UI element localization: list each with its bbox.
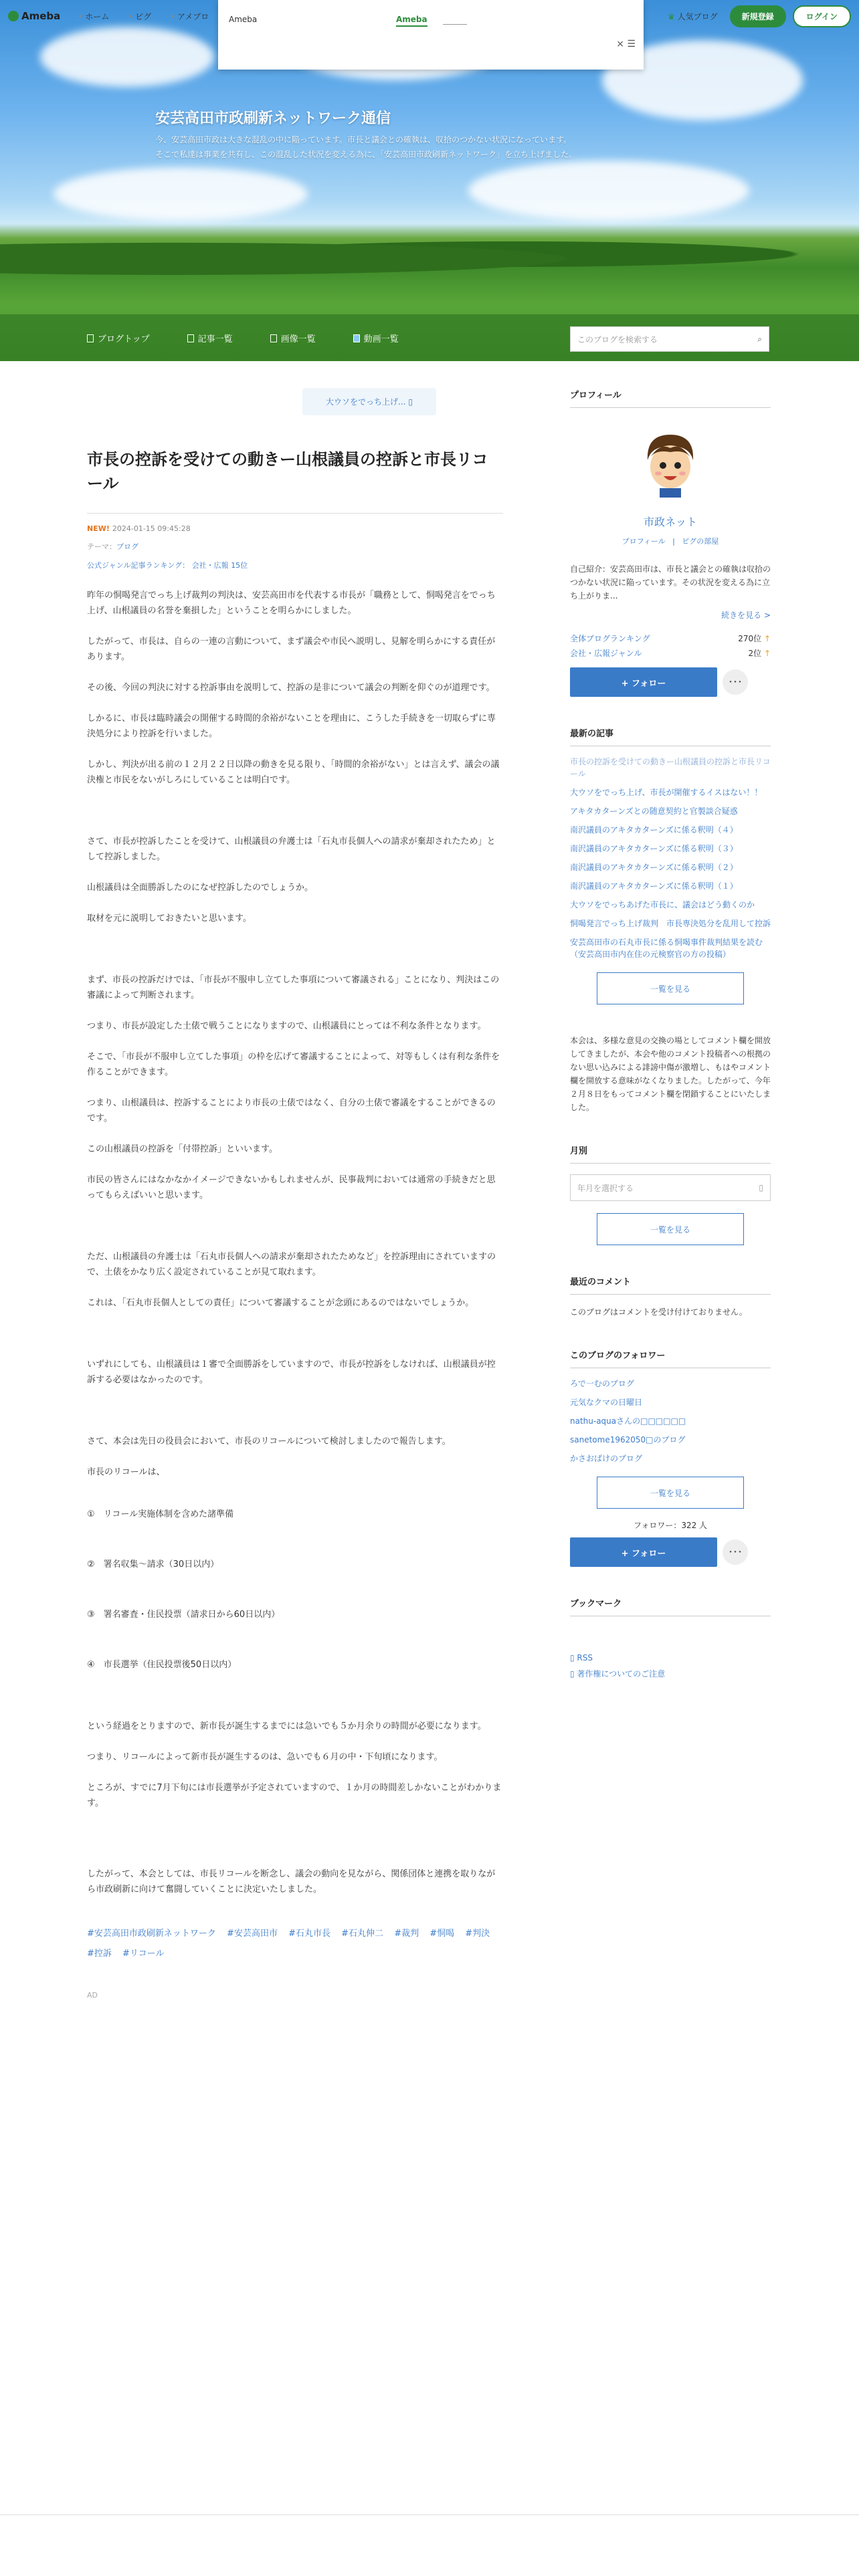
hashtag[interactable]: #リコール bbox=[122, 1949, 165, 1959]
recall-step: ③ 署名審査・住民投票（請求日から60日以内） bbox=[87, 1610, 280, 1620]
article-paragraph: 山根議員は全面勝訴したのになぜ控訴したのでしょうか。 bbox=[87, 883, 314, 893]
rss-link[interactable] bbox=[570, 1650, 771, 1666]
close-icon[interactable]: × ☰ bbox=[616, 39, 636, 49]
article bbox=[87, 388, 503, 2000]
spacer bbox=[87, 1403, 503, 1434]
treeline-decoration bbox=[0, 231, 859, 278]
spacer bbox=[87, 803, 503, 834]
article-paragraph: ただ、山根議員の弁護士は「石丸市長個人への請求が棄却されたためなど」を控訴理由にされていますので、土俵をかなり広く設定されていることが見て取れます。 bbox=[87, 1252, 496, 1277]
ranking-all-row[interactable] bbox=[570, 631, 771, 646]
hashtag[interactable]: #安芸高田市政刷新ネットワーク bbox=[87, 1929, 216, 1939]
crown-icon: ♛ bbox=[667, 12, 678, 21]
avatar[interactable] bbox=[633, 425, 708, 500]
article-paragraph: つまり、リコールによって新市長が誕生するのは、急いでも６月の中・下旬頃になります。 bbox=[87, 1752, 443, 1762]
recall-step: ② 署名収集～請求（30日以内） bbox=[87, 1560, 219, 1570]
hashtag[interactable]: #控訴 bbox=[87, 1949, 112, 1959]
blog-description bbox=[155, 132, 677, 162]
bookmark-heading: ブックマーク bbox=[570, 1596, 771, 1616]
ameba-logo-icon bbox=[8, 11, 19, 21]
nav-label: 画像一覧 bbox=[280, 334, 316, 344]
article-paragraph: この山根議員の控訴を「付帯控訴」といいます。 bbox=[87, 1144, 278, 1154]
spacer bbox=[87, 1218, 503, 1249]
blog-description-line: そこで私達は事業を共有し、この混乱した状況を変える為に、「安芸高田市政刷新ネットワーク」を立ち上げました。 bbox=[155, 150, 577, 159]
hashtag[interactable]: #安芸高田市 bbox=[227, 1929, 278, 1939]
pig-room-link[interactable]: ピグの部屋 bbox=[682, 537, 719, 546]
article-paragraph: その後、今回の判決に対する控訴事由を説明して、控訴の是非について議会の判断を仰ぐのが道理です。 bbox=[87, 683, 495, 693]
header-popup bbox=[218, 0, 644, 70]
footer-divider bbox=[0, 2514, 859, 2515]
followers-list-button[interactable]: 一覧を見る bbox=[597, 1477, 744, 1509]
article-paragraph: さて、本会は先日の役員会において、市長のリコールについて検討しましたので報告します。 bbox=[87, 1436, 451, 1446]
comments-text: このブログはコメントを受け付けておりません。 bbox=[570, 1307, 747, 1317]
month-select[interactable] bbox=[570, 1174, 771, 1201]
profile-links: プロフィール | ピグの部屋 bbox=[622, 537, 719, 546]
article-paragraph: 市長のリコールは、 bbox=[87, 1467, 165, 1477]
ranking-genre-row[interactable] bbox=[570, 646, 771, 661]
latest-heading: 最新の記事 bbox=[570, 726, 771, 746]
article-theme bbox=[87, 541, 503, 552]
popular-blog-link[interactable] bbox=[668, 11, 718, 22]
recall-step: ④ 市長選挙（住民投票後50日以内） bbox=[87, 1660, 237, 1670]
profile-heading: プロフィール bbox=[570, 388, 771, 408]
latest-article-link[interactable]: 大ウソをでっちあげた市長に、議会はどう動くのか bbox=[570, 900, 755, 909]
nav-video-list[interactable] bbox=[353, 332, 399, 344]
month-list-button[interactable]: 一覧を見る bbox=[597, 1213, 744, 1245]
rss-label: RSS bbox=[577, 1653, 593, 1662]
follow-button[interactable]: + フォロー bbox=[570, 1537, 717, 1567]
hashtag[interactable]: #判決 bbox=[465, 1929, 490, 1939]
article-body bbox=[87, 588, 503, 1897]
page-content bbox=[0, 361, 859, 2576]
theme-label: テーマ： bbox=[87, 542, 116, 551]
article-paragraph: つまり、山根議員は、控訴することにより市長の土俵ではなく、自分の土俵で審議をすることができるのです。 bbox=[87, 1098, 496, 1123]
hashtag[interactable]: #裁判 bbox=[394, 1929, 419, 1939]
follower-link[interactable]: sanetome1962050□のブログ bbox=[570, 1435, 686, 1444]
followers-count: フォロワー：322 人 bbox=[633, 1521, 708, 1530]
search-icon[interactable]: ⌕ bbox=[757, 334, 762, 344]
more-options-button[interactable]: ･･･ bbox=[723, 1539, 748, 1565]
follower-link[interactable]: ろで一むのブログ bbox=[570, 1379, 634, 1388]
nav-image-list[interactable] bbox=[270, 332, 316, 344]
nav-pigg[interactable]: • ピグ bbox=[128, 11, 151, 22]
article-title[interactable]: 市長の控訴を受けての動きー山根議員の控訴と市長リコール bbox=[87, 450, 488, 493]
article-ranking[interactable] bbox=[87, 560, 503, 570]
followers bbox=[570, 1348, 771, 1567]
popup-brand: Ameba bbox=[229, 15, 258, 24]
login-button[interactable]: ログイン bbox=[793, 5, 851, 27]
comment-notice: 本会は、多様な意見の交換の場としてコメント欄を開放してきましたが、本会や他のコメント投稿者への根拠のない思い込みによる誹謗中傷が激増し、もはやコメント欄を開放する意味がなくなりました。したがって、今年２月８日をもってコメント欄を閉鎖することにいたしました。 bbox=[570, 1036, 771, 1112]
image-icon bbox=[270, 334, 277, 342]
chevron-down-icon: ▯ bbox=[759, 1183, 763, 1192]
article-paragraph: いずれにしても、山根議員は１審で全面勝訴をしていますので、市長が控訴をしなければ、山根議員が控訴する必要はなかったのです。 bbox=[87, 1360, 496, 1385]
article-paragraph: したがって、本会としては、市長リコールを断念し、議会の動向を見ながら、関係団体と連携を取りながら市政刷新に向けて奮闘していくことに決定いたしました。 bbox=[87, 1869, 496, 1895]
follow-row bbox=[570, 1537, 771, 1567]
profile-link[interactable]: プロフィール bbox=[622, 537, 666, 546]
popup-divider bbox=[443, 24, 467, 25]
nav-article-list[interactable] bbox=[187, 332, 233, 344]
article-paragraph: ところが、すでに7月下旬には市長選挙が予定されていますので、１か月の時間差しかないことがわかります。 bbox=[87, 1783, 502, 1808]
article-paragraph: さて、市長が控訴したことを受けて、山根議員の弁護士は「石丸市長個人への請求が棄却されたため」として控訴しました。 bbox=[87, 837, 496, 862]
header-actions bbox=[668, 5, 851, 27]
latest-article-link[interactable]: 南沢議員のアキタカターンズに係る釈明（１） bbox=[570, 881, 738, 891]
article-paragraph: つまり、市長が設定した土俵で戦うことになりますので、山根議員にとっては不利な条件となります。 bbox=[87, 1021, 486, 1031]
bookmarks bbox=[570, 1596, 771, 1682]
spacer bbox=[87, 1326, 503, 1357]
article-paragraph: これは、「石丸市長個人としての責任」について審議することが念頭にあるのではないでしょうか。 bbox=[87, 1298, 474, 1308]
nav-blog-top[interactable] bbox=[87, 332, 150, 344]
hashtag[interactable]: #石丸市長 bbox=[288, 1929, 330, 1939]
latest-article-link[interactable]: 安芸高田市の石丸市長に係る恫喝事件裁判結果を読む（安芸高田市内在住の元検察官の方の投稿） bbox=[570, 938, 763, 959]
blog-title[interactable]: 安芸高田市政刷新ネットワーク通信 bbox=[155, 110, 391, 127]
cloud-decoration bbox=[40, 27, 214, 87]
popular-label: 人気ブログ bbox=[677, 12, 718, 21]
comments-heading: 最近のコメント bbox=[570, 1275, 771, 1295]
list-icon bbox=[187, 334, 194, 342]
blog-description-line: 今、安芸高田市政は大きな混乱の中に陥っています。市長と議会との確執は、収拾のつかない状況になっています。 bbox=[155, 135, 572, 144]
cloud-decoration bbox=[468, 160, 749, 221]
rank-up-icon: ↑ bbox=[763, 634, 771, 643]
recall-step: ① リコール実施体制を含めた諸準備 bbox=[87, 1509, 234, 1519]
nav-home[interactable]: • ホーム bbox=[78, 11, 109, 22]
spacer bbox=[87, 942, 503, 972]
prev-article-label: 大ウソをでっち上げ... bbox=[326, 397, 406, 407]
hashtag[interactable]: #恫喝 bbox=[430, 1929, 455, 1939]
cloud-decoration bbox=[54, 167, 308, 221]
rank-up-icon: ↑ bbox=[763, 649, 771, 658]
ad-label: AD bbox=[87, 1991, 98, 2000]
article-paragraph: まず、市長の控訴だけでは、「市長が不服申し立てした事項について審議される」ことになり、判決はこの審議によって判断されます。 bbox=[87, 975, 500, 1000]
article-paragraph: しかし、判決が出る前の１２月２２日以降の動きを見る限り、「時間的余裕がない」とは言えず、議会の議決権と市民をないがしろにしていることは明白です。 bbox=[87, 760, 500, 785]
article-date: 2024-01-15 09:45:28 bbox=[112, 524, 191, 533]
article-paragraph: 取材を元に説明しておきたいと思います。 bbox=[87, 914, 252, 924]
article-paragraph: したがって、市長は、自らの一連の言動について、まず議会や市民へ説明し、見解を明らかにする責任があります。 bbox=[87, 637, 496, 662]
prev-article-link[interactable] bbox=[302, 388, 436, 415]
register-button[interactable]: 新規登録 bbox=[730, 5, 786, 27]
nav-label: ブログトップ bbox=[98, 334, 150, 344]
follower-link[interactable]: nathu-aquaさんの□□□□□□ bbox=[570, 1416, 686, 1426]
article-paragraph: という経過をとりますので、新市長が誕生するまでには急いでも５か月余りの時間が必要になります。 bbox=[87, 1721, 486, 1731]
more-options-button[interactable]: ･･･ bbox=[723, 669, 748, 695]
hashtag[interactable]: #石丸伸二 bbox=[341, 1929, 384, 1939]
latest-article-link[interactable]: アキタカターンズとの随意契約と官製談合疑惑 bbox=[570, 807, 738, 816]
latest-articles bbox=[570, 726, 771, 1004]
theme-link[interactable]: ブログ bbox=[116, 542, 138, 551]
ranking-genre: 会社・広報 bbox=[191, 561, 229, 570]
profile-name[interactable]: 市政ネット bbox=[643, 516, 697, 528]
latest-article-link[interactable]: 南沢議員のアキタカターンズに係る釈明（２） bbox=[570, 863, 738, 872]
new-badge: NEW! bbox=[87, 524, 110, 533]
popup-tab-ameba[interactable]: Ameba bbox=[396, 15, 427, 27]
profile-intro: 自己紹介：安芸高田市は、市長と議会との確執は収拾のつかない状況に陥っています。その状況を変える為に立ち上がりま... bbox=[570, 564, 771, 601]
nav-label: 記事一覧 bbox=[197, 334, 233, 344]
monthly-archive bbox=[570, 1144, 771, 1245]
month-heading: 月別 bbox=[570, 1144, 771, 1164]
nav-ameblo[interactable]: • アメブロ bbox=[170, 11, 209, 22]
document-icon: ▯ bbox=[570, 1669, 577, 1679]
rss-icon: ▯ bbox=[570, 1653, 577, 1662]
logo-text: Ameba bbox=[21, 10, 61, 22]
search-placeholder: このブログを検索する bbox=[577, 334, 658, 344]
spacer bbox=[87, 1826, 503, 1866]
copyright-link[interactable] bbox=[570, 1666, 771, 1682]
global-nav bbox=[78, 11, 209, 22]
ranking-all-value: 270位 bbox=[738, 634, 762, 643]
ranking-all-label: 全体ブログランキング bbox=[570, 634, 650, 643]
follow-button[interactable]: + フォロー bbox=[570, 667, 717, 697]
hashtag-list bbox=[87, 1924, 503, 1964]
followers-heading: このブログのフォロワー bbox=[570, 1348, 771, 1368]
arrow-right-icon: ▯ bbox=[408, 397, 413, 407]
article-paragraph: そこで、「市長が不服申し立てした事項」の枠を広げて審議することによって、対等もしくは有利な条件を作ることができます。 bbox=[87, 1052, 500, 1077]
latest-article-link[interactable]: 大ウソをでっち上げ、市長が開催するイスはない！！ bbox=[570, 788, 763, 797]
follower-link[interactable]: かさおばけのブログ bbox=[570, 1454, 643, 1463]
copyright-label: 著作権についてのご注意 bbox=[577, 1669, 666, 1679]
ranking-genre-value: 2位 bbox=[748, 649, 762, 658]
spacer bbox=[87, 1688, 503, 1719]
document-icon bbox=[87, 334, 94, 342]
blog-nav bbox=[0, 314, 859, 361]
read-more-link[interactable]: 続きを見る > bbox=[721, 611, 771, 620]
blog-search-input[interactable] bbox=[570, 326, 769, 352]
article-paragraph: しかるに、市長は臨時議会の開催する時間的余裕がないことを理由に、こうした手続きを一切取らずに専決処分により控訴を行いました。 bbox=[87, 714, 496, 739]
nav-label: 動画一覧 bbox=[363, 334, 399, 344]
ranking-label: 公式ジャンル記事ランキング： bbox=[87, 561, 190, 570]
latest-article-link[interactable]: 南沢議員のアキタカターンズに係る釈明（３） bbox=[570, 844, 738, 853]
ranking-box bbox=[570, 631, 771, 661]
latest-list-button[interactable]: 一覧を見る bbox=[597, 972, 744, 1004]
ranking-position: 15位 bbox=[231, 561, 248, 570]
latest-article-link[interactable]: 市長の控訴を受けての動きー山根議員の控訴と市長リコール bbox=[570, 757, 771, 778]
video-icon bbox=[353, 334, 360, 342]
article-paragraph: 市民の皆さんにはなかなかイメージできないかもしれませんが、民事裁判においては通常の手続きだと思ってもらえばいいと思います。 bbox=[87, 1175, 496, 1200]
month-placeholder: 年月を選択する bbox=[577, 1183, 634, 1193]
close-glyph: × bbox=[616, 39, 624, 49]
latest-article-link[interactable]: 南沢議員のアキタカターンズに係る釈明（４） bbox=[570, 825, 738, 835]
recent-comments bbox=[570, 1275, 771, 1319]
ranking-genre-label: 会社・広報ジャンル bbox=[570, 649, 642, 658]
article-paragraph: 昨年の恫喝発言でっち上げ裁判の判決は、安芸高田市を代表する市長が「職務として、恫喝発言をでっち上げ、山根議員の名誉を棄損した」ということを明らかにしました。 bbox=[87, 591, 496, 616]
latest-article-link[interactable]: 恫喝発言でっち上げ裁判 市長専決処分を乱用して控訴 bbox=[570, 919, 771, 928]
follow-row bbox=[570, 667, 771, 697]
ameba-logo[interactable] bbox=[8, 10, 60, 22]
avatar-icon bbox=[633, 425, 708, 500]
follower-link[interactable]: 元気なクマの日曜日 bbox=[570, 1398, 643, 1407]
sidebar bbox=[570, 388, 771, 1682]
article-meta bbox=[87, 513, 503, 570]
